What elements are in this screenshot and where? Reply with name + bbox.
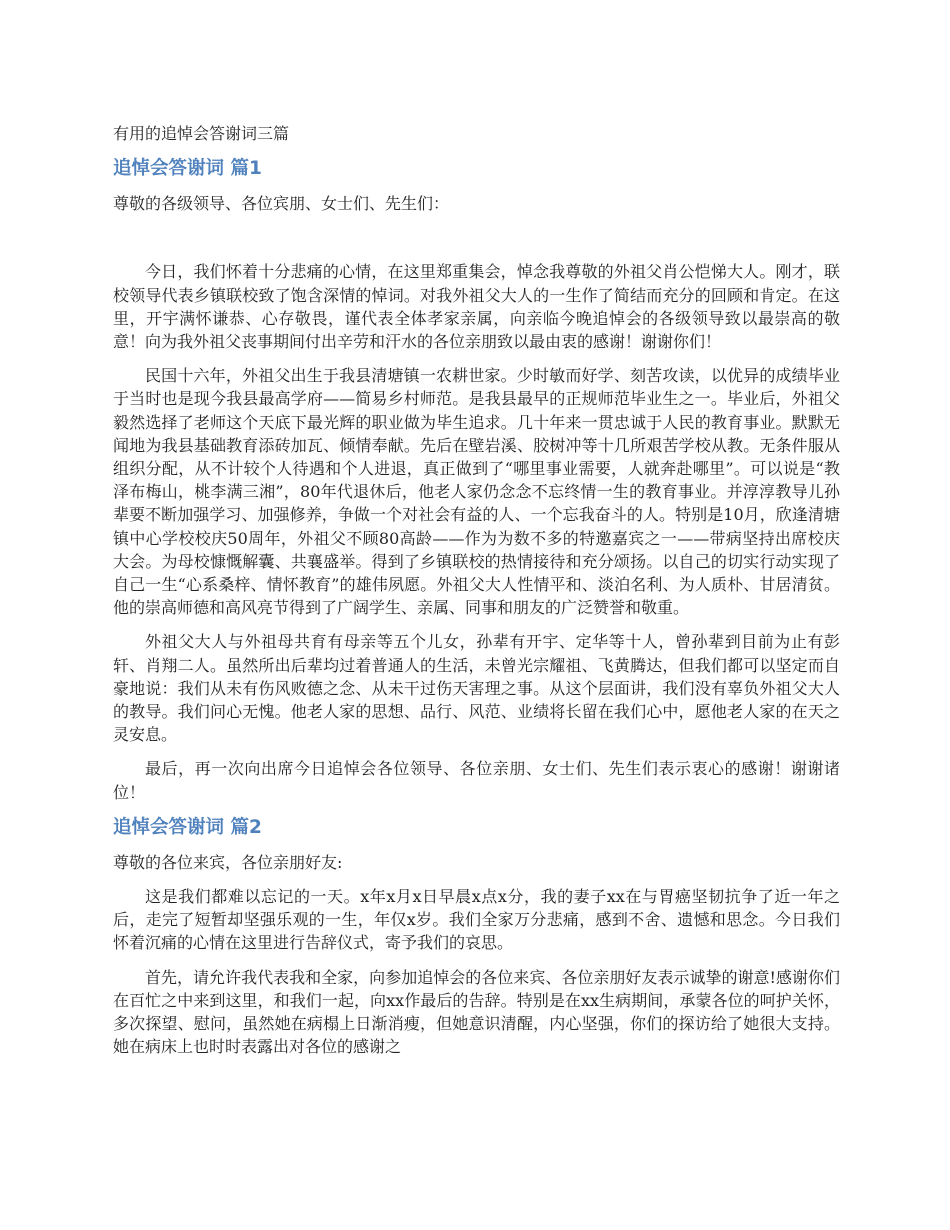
paragraph: 这是我们都难以忘记的一天。x年x月x日早晨x点x分，我的妻子xx在与胃癌坚韧抗争了近一年之后，走完了短暂却坚强乐观的一生，年仅x岁。我们全家万分悲痛，感到不舍、遗憾和思念。今日我们怀着沉痛的心情在这里进行告辞仪式，寄予我们的哀思。 [113,887,840,953]
document-page [113,122,840,1070]
greeting-line: 尊敬的各级领导、各位宾朋、女士们、先生们： [113,194,450,214]
section-2 [113,815,840,1059]
section-1 [113,156,840,804]
paragraph: 民国十六年，外祖父出生于我县清塘镇一农耕世家。少时敏而好学、刻苦攻读，以优异的成绩毕业于当时也是现今我县最高学府——简易乡村师范。是我县最早的正规师范毕业生之一。毕业后，外祖父毅然选择了老师这个天底下最光辉的职业做为毕生追求。几十年来一贯忠诚于人民的教育事业。默默无闻地为我县基础教育添砖加瓦、倾情奉献。先后在壁岩溪、胶树冲等十几所艰苦学校从教。无条件服从组织分配，从不计较个人待遇和个人进退，真正做到了“哪里事业需要，人就奔赴哪里”。可以说是“教泽布梅山，桃李满三湘”，80年代退休后，他老人家仍念念不忘终情一生的教育事业。并淳淳教导儿孙辈要不断加强学习、加强修养，争做一个对社会有益的人、一个忘我奋斗的人。特别是10月，欣逢清塘镇中心学校校庆50周年，外祖父不顾80高龄——作为为数不多的特邀嘉宾之一——带病坚持出席校庆大会。为母校慷慨解囊、共襄盛举。得到了乡镇联校的热情接待和充分颂扬。以自己的切实行动实现了自己一生“心系桑梓、情怀教育”的雄伟夙愿。外祖父大人性情平和、淡泊名利、为人质朴、甘居清贫。他的崇高师德和高风亮节得到了广阔学生、亲属、同事和朋友的广泛赞誉和敬重。 [113,366,840,618]
paragraph: 首先，请允许我代表我和全家，向参加追悼会的各位来宾、各位亲朋好友表示诚挚的谢意!感谢你们在百忙之中来到这里，和我们一起，向xx作最后的告辞。特别是在xx生病期间，承蒙各位的呵护关怀，多次探望、慰问，虽然她在病榻上日渐消瘦，但她意识清醒，内心坚强，你们的探访给了她很大支持。她在病床上也时时表露出对各位的感谢之 [113,967,840,1057]
paragraph: 外祖父大人与外祖母共育有母亲等五个儿女，孙辈有开宇、定华等十人，曾孙辈到目前为止有彭轩、肖翔二人。虽然所出后辈均过着普通人的生活，未曾光宗耀祖、飞黄腾达，但我们都可以坚定而自豪地说：我们从未有伤风败德之念、从未干过伤天害理之事。从这个层面讲，我们没有辜负外祖父大人的教导。我们问心无愧。他老人家的思想、品行、风范、业绩将长留在我们心中，愿他老人家的在天之灵安息。 [113,632,840,745]
document-title: 有用的追悼会答谢词三篇 [113,124,290,143]
paragraph: 今日，我们怀着十分悲痛的心情，在这里郑重集会，悼念我尊敬的外祖父肖公恺悌大人。刚才，联校领导代表乡镇联校致了饱含深情的悼词。对我外祖父大人的一生作了简结而充分的回顾和肯定。在这里，开宇满怀谦恭、心存敬畏，谨代表全体孝家亲属，向亲临今晚追悼会的各级领导致以最崇高的敬意！向为我外祖父丧事期间付出辛劳和汗水的各位亲朋致以最由衷的感谢！谢谢你们！ [113,262,840,352]
paragraph: 最后，再一次向出席今日追悼会各位领导、各位亲朋、女士们、先生们表示衷心的感谢！谢谢诸位！ [113,759,840,802]
section-heading: 追悼会答谢词 篇2 [113,816,262,838]
greeting-line: 尊敬的各位来宾，各位亲朋好友: [113,852,343,872]
section-heading: 追悼会答谢词 篇1 [113,158,262,180]
blank-line [113,226,840,249]
